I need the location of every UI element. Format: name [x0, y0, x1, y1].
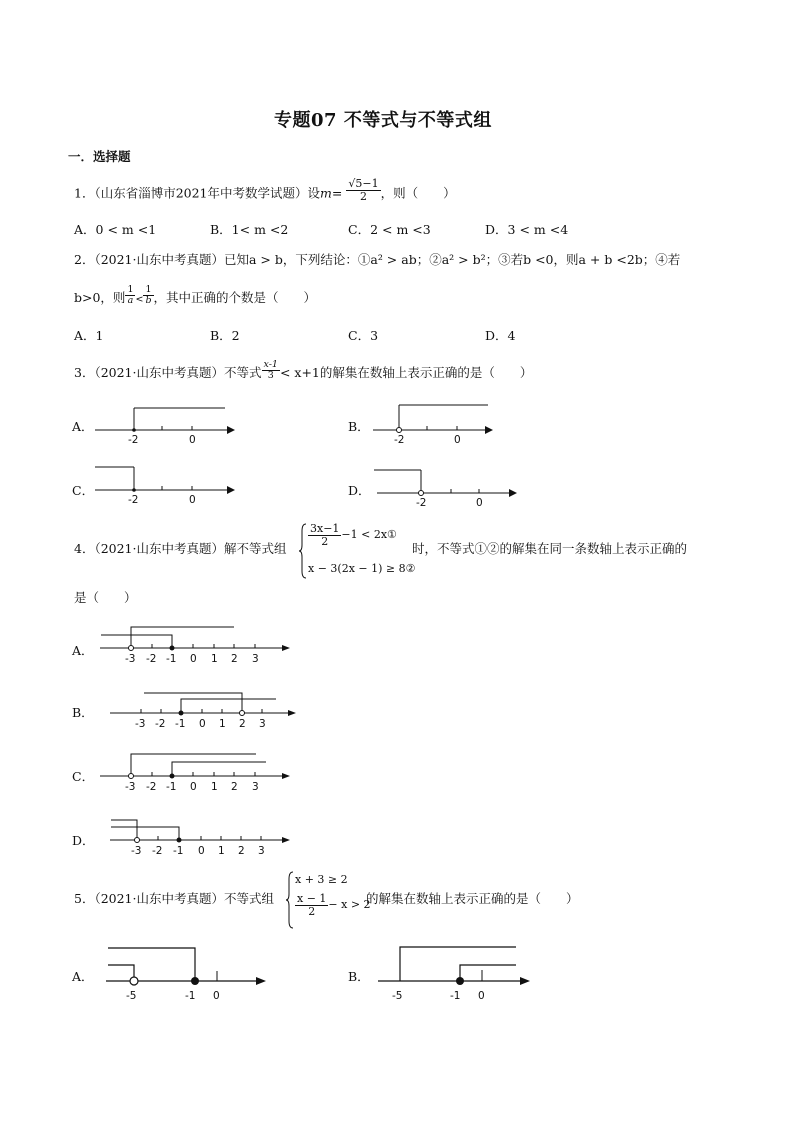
endpoint-solid [191, 977, 199, 985]
tick-label: 3 [258, 845, 265, 857]
tick-label: 2 [231, 781, 238, 793]
q4-stem-prefix: 4．（2021·山东中考真题）解不等式组 [74, 541, 287, 556]
q3-fraction-denominator: 3 [267, 369, 274, 381]
q4-inequality-2: x − 3(2x − 1) ≥ 8② [308, 562, 416, 575]
q4-option-d-number-line[interactable] [106, 814, 296, 859]
q5-ineq2-num: x − 1 [297, 892, 327, 905]
tick-label: 2 [238, 845, 245, 857]
axis-arrow [485, 426, 493, 434]
q3-stem-suffix: < x+1的解集在数轴上表示正确的是（ ） [279, 364, 533, 380]
axis-arrow [227, 486, 235, 494]
q2-option-c[interactable]: C．3 [348, 328, 379, 343]
page-title: 专题07 不等式与不等式组 [274, 110, 492, 131]
q1-eq: = [331, 185, 343, 201]
q3-fraction-numerator: x-1 [263, 359, 278, 370]
q4-option-d-label[interactable]: D． [72, 833, 95, 848]
axis-ticks [131, 772, 255, 776]
axis-ticks [137, 836, 261, 840]
endpoint-hollow [397, 428, 402, 433]
q4-option-b-number-line[interactable] [106, 686, 302, 731]
system-brace-icon [299, 523, 307, 579]
endpoint-solid [170, 646, 175, 651]
q2-frac1-den: a [127, 294, 134, 306]
endpoint-hollow [130, 977, 138, 985]
q3-option-d-label[interactable]: D． [348, 483, 371, 498]
tick-label: -1 [166, 781, 177, 793]
q1-stem-prefix: 1．（山东省淄博市2021年中考数学试题）设 [74, 185, 321, 201]
tick-label: 2 [239, 718, 246, 730]
solution-bracket-1 [400, 947, 516, 981]
system-brace-icon [286, 871, 294, 929]
q1-option-d[interactable]: D．3 < m <4 [485, 222, 569, 237]
endpoint-hollow [129, 774, 134, 779]
q3-option-c-label[interactable]: C． [72, 483, 95, 498]
endpoint-hollow [135, 838, 140, 843]
tick-label: -2 [394, 434, 405, 446]
q3-fraction [262, 360, 280, 381]
solution-bracket-2 [111, 827, 179, 840]
tick-label: 1 [219, 718, 226, 730]
q3-option-d-number-line[interactable] [372, 464, 522, 514]
endpoint-solid [170, 774, 175, 779]
question-1-stem [74, 177, 456, 206]
tick-label: 0 [478, 990, 485, 1002]
endpoint-hollow [240, 711, 245, 716]
q4-stem-suffix: 是（ ） [74, 590, 137, 605]
q5-option-a-number-line[interactable] [100, 940, 272, 1005]
question-2-line2 [74, 284, 317, 309]
q4-option-c-number-line[interactable] [96, 750, 296, 795]
q3-option-c-number-line[interactable] [90, 461, 240, 511]
q1-option-c[interactable]: C．2 < m <3 [348, 222, 431, 237]
solution-bracket-2 [101, 635, 172, 648]
q2-line2-prefix: b>0，则 [74, 289, 126, 305]
q3-option-b-label[interactable]: B． [348, 419, 370, 434]
tick-label: 3 [252, 653, 259, 665]
tick-label: -5 [126, 990, 137, 1002]
q5-inequality-2 [295, 893, 371, 917]
solution-bracket-2 [172, 762, 266, 776]
endpoint-solid [132, 428, 136, 432]
q2-line2-suffix: ，其中正确的个数是（ ） [153, 289, 317, 305]
q5-ineq2-den: 2 [308, 904, 316, 918]
solution-bracket-1 [144, 693, 242, 713]
solution-bracket-1 [131, 627, 234, 648]
axis-arrow [282, 773, 290, 779]
axis-arrow [288, 710, 296, 716]
tick-label: 0 [189, 494, 196, 506]
q4-option-a-label[interactable]: A． [72, 643, 94, 658]
tick-label: -3 [131, 845, 142, 857]
tick-label: -1 [166, 653, 177, 665]
q4-stem-middle: 时，不等式①②的解集在同一条数轴上表示正确的 [412, 541, 688, 556]
tick-label: 0 [189, 434, 196, 446]
q1-option-a[interactable]: A．0 < m <1 [74, 222, 157, 237]
q2-frac2-num: 1 [143, 285, 153, 296]
q4-option-a-number-line[interactable] [96, 622, 296, 667]
q5-inequality-1: x + 3 ≥ 2 [295, 873, 348, 886]
tick-label: 1 [211, 653, 218, 665]
q3-stem-prefix: 3．（2021·山东中考真题）不等式 [74, 364, 262, 380]
tick-label: 0 [476, 497, 483, 509]
q4-option-b-label[interactable]: B． [72, 705, 94, 720]
tick-label: -2 [128, 434, 139, 446]
section-heading: 一．选择题 [68, 149, 131, 164]
q1-fraction [346, 178, 380, 202]
endpoint-hollow [129, 646, 134, 651]
axis-arrow [256, 977, 266, 985]
tick-label: 1 [211, 781, 218, 793]
tick-label: -3 [125, 653, 136, 665]
q2-lt: < [135, 293, 144, 305]
q4-ineq1-num: 3x−1 [310, 522, 340, 535]
endpoint-solid [456, 977, 464, 985]
tick-label: 1 [218, 845, 225, 857]
q3-option-a-label[interactable]: A． [72, 419, 94, 434]
q1-fraction-denominator: 2 [359, 189, 367, 203]
axis-ticks [131, 644, 255, 648]
tick-label: -2 [146, 781, 157, 793]
tick-label: 0 [454, 434, 461, 446]
q2-fraction-1-over-b [143, 285, 153, 306]
endpoint-solid [179, 711, 184, 716]
axis-arrow [520, 977, 530, 985]
q2-option-a[interactable]: A．1 [74, 328, 104, 343]
tick-label: -2 [416, 497, 427, 509]
q4-ineq1-fraction [308, 523, 341, 547]
q1-fraction-numerator: √5−1 [348, 177, 379, 190]
solution-bracket-2 [460, 965, 516, 981]
tick-label: -1 [173, 845, 184, 857]
q1-var: m [320, 185, 332, 201]
tick-label: 0 [199, 718, 206, 730]
q2-fraction-1-over-a [125, 285, 135, 306]
tick-label: -3 [125, 781, 136, 793]
q5-ineq2-rest: − x > 2 [328, 898, 371, 912]
tick-label: 0 [198, 845, 205, 857]
q1-stem-suffix: ，则（ ） [380, 185, 456, 201]
q4-ineq1-rest: −1 < 2x① [341, 528, 397, 542]
q5-option-b-label[interactable]: B． [348, 969, 370, 984]
q5-option-b-number-line[interactable] [374, 940, 536, 1005]
q1-option-b[interactable]: B．1< m <2 [210, 222, 289, 237]
q2-frac1-num: 1 [127, 284, 134, 295]
axis-arrow [282, 645, 290, 651]
q5-stem-suffix: 的解集在数轴上表示正确的是（ ） [366, 891, 579, 906]
axis-arrow [282, 837, 290, 843]
question-2-line1: 2．（2021·山东中考真题）已知a > b，下列结论：①a² > ab；②a² > b²；③若b <0，则a + b <2b；④若 [74, 252, 681, 267]
tick-label: -1 [185, 990, 196, 1002]
tick-label: -2 [128, 494, 139, 506]
q2-option-b[interactable]: B．2 [210, 328, 240, 343]
tick-label: 2 [231, 653, 238, 665]
tick-label: -2 [155, 718, 166, 730]
tick-label: -2 [146, 653, 157, 665]
endpoint-solid [132, 488, 136, 492]
q5-ineq2-fraction [295, 893, 328, 917]
q4-option-c-label[interactable]: C． [72, 769, 95, 784]
tick-label: -5 [392, 990, 403, 1002]
q3-option-b-number-line[interactable] [368, 398, 498, 448]
tick-label: -1 [175, 718, 186, 730]
tick-label: -1 [450, 990, 461, 1002]
q2-option-d[interactable]: D．4 [485, 328, 516, 343]
tick-label: 0 [190, 653, 197, 665]
endpoint-hollow [419, 491, 424, 496]
endpoint-solid [177, 838, 182, 843]
axis-arrow [227, 426, 235, 434]
tick-label: 0 [213, 990, 220, 1002]
tick-label: -3 [135, 718, 146, 730]
q4-inequality-1 [308, 523, 397, 547]
solution-bracket-1 [111, 820, 137, 840]
tick-label: 0 [190, 781, 197, 793]
tick-label: 3 [259, 718, 266, 730]
tick-label: -2 [152, 845, 163, 857]
q4-ineq1-den: 2 [321, 534, 329, 548]
q2-frac2-den: b [145, 294, 152, 306]
q5-stem-prefix: 5．（2021·山东中考真题）不等式组 [74, 891, 274, 906]
q5-option-a-label[interactable]: A． [72, 969, 94, 984]
tick-label: 3 [252, 781, 259, 793]
question-3-stem [74, 359, 533, 384]
q3-option-a-number-line[interactable] [90, 398, 240, 448]
axis-arrow [509, 489, 517, 497]
